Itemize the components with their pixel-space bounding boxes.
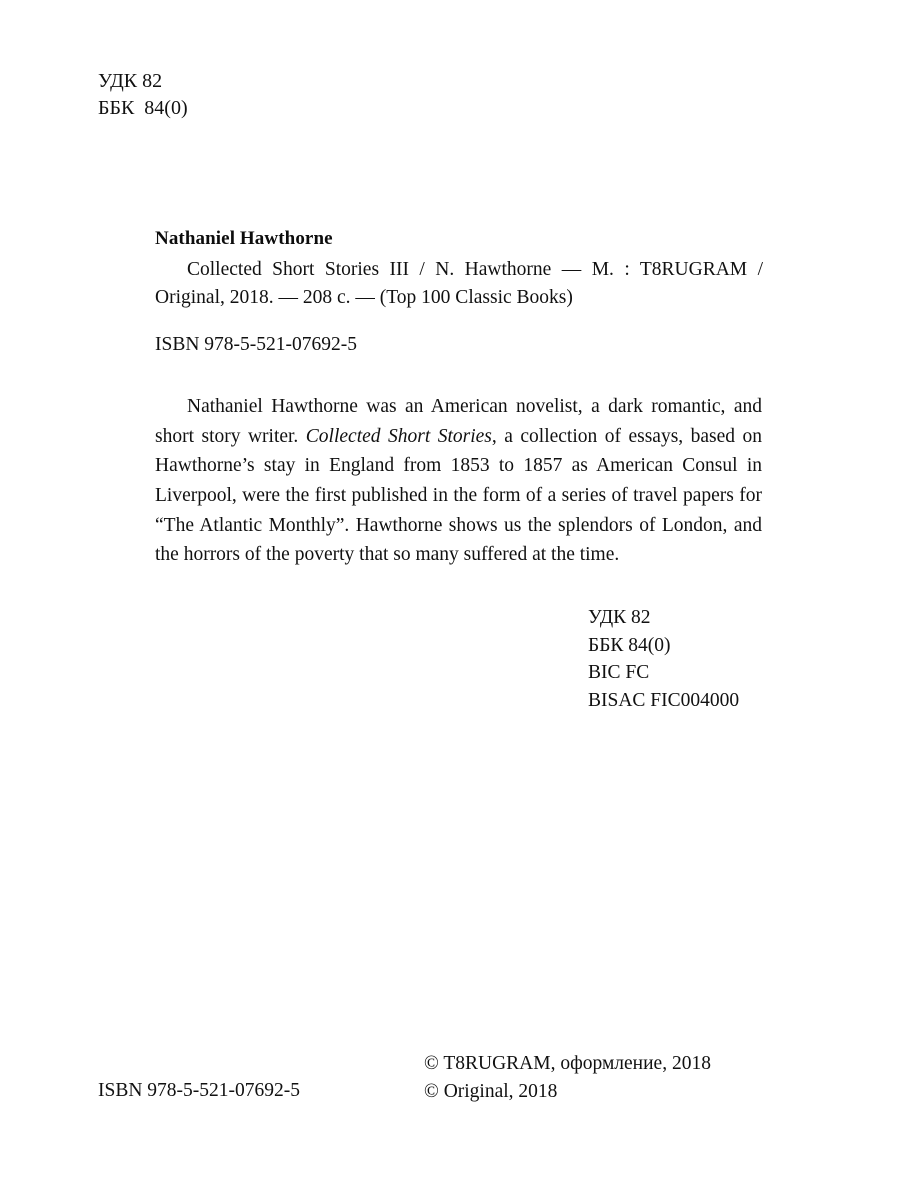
bibliographic-block bbox=[155, 228, 763, 313]
bibliographic-description: Collected Short Stories III / N. Hawthorne — M. : T8RUGRAM / Original, 2018. — 208 c. — (Top 100 Classic Books) bbox=[155, 259, 763, 309]
bbk-code-right: ББК 84(0) bbox=[588, 634, 671, 656]
isbn-footer: ISBN 978-5-521-07692-5 bbox=[98, 1080, 301, 1101]
copyright-line-original: © Original, 2018 bbox=[424, 1081, 558, 1103]
udk-code-right: УДК 82 bbox=[588, 607, 651, 628]
top-classification-codes bbox=[98, 68, 188, 122]
copyright-line-publisher: © T8RUGRAM, оформление, 2018 bbox=[424, 1053, 711, 1074]
bisac-code: BISAC FIC004000 bbox=[588, 690, 740, 712]
right-classification-codes bbox=[588, 604, 739, 715]
annotation-text-part1: Nathaniel Hawthorne was an American novelist, a dark romantic, and short story writer. bbox=[155, 396, 762, 447]
annotation-paragraph bbox=[155, 392, 762, 570]
bic-code: BIC FC bbox=[588, 662, 650, 684]
isbn-main: ISBN 978-5-521-07692-5 bbox=[155, 334, 358, 355]
annotation-book-title: Collected Short Stories bbox=[305, 425, 492, 447]
copyright-block bbox=[424, 1050, 711, 1107]
udk-code-top: УДК 82 bbox=[98, 70, 163, 92]
annotation-text-part2: , a collection of essays, based on Hawthorne’s stay in England from 1853 to 1857 as American Consul in Liverpool, were the first published in the form of a series of travel papers for “The Atlantic Monthly”. Hawthorne shows us the splendors of London, and the horrors of the poverty that so many suffered at the time. bbox=[155, 425, 763, 566]
bbk-code-top: ББК 84(0) bbox=[98, 97, 188, 119]
author-name: Nathaniel Hawthorne bbox=[155, 228, 333, 249]
